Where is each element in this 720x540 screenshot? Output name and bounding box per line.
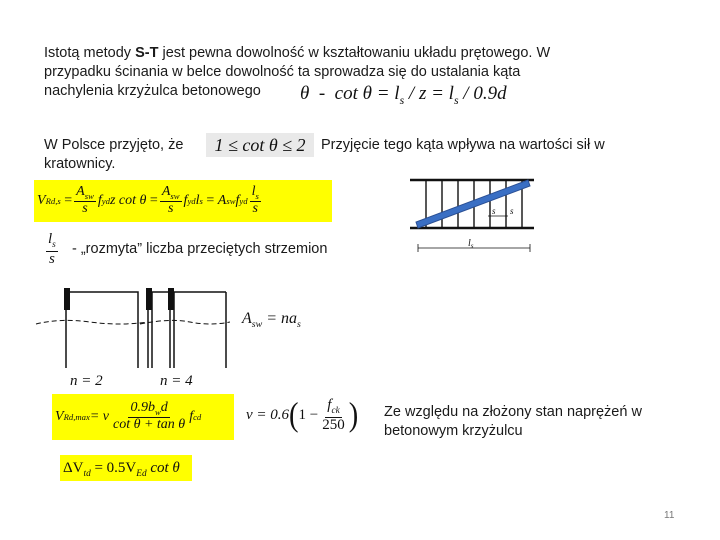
- vrdmax-formula: V Rd,max = ν $\frac{0.9b_wd}{\text{cot θ + tan θ}}$ f cd: [52, 394, 234, 440]
- vrds-formula: V Rd,s = $\frac{A_{sw}}{s}$ f yd z cot θ = $\frac{A_{sw}}{s}$ f yd l s = A sw f yd $\frac{l_s}{s}$: [34, 180, 332, 222]
- spacing-label-1: s: [492, 206, 496, 216]
- intro-line-2: przypadku ścinania w belce dowolność ta sprowadza się do ustalania kąta: [44, 64, 521, 80]
- poland-lead: W Polsce przyjęto, że: [44, 137, 184, 153]
- delta-v-formula: $\Delta V_{td} = 0.5V_{Ed}$ cot θ: [60, 455, 192, 481]
- stirrup-sections: [30, 282, 230, 374]
- n2-label: n = 2: [70, 373, 103, 389]
- intro-line-1: Istotą metody S-T jest pewna dowolność w kształtowaniu układu prętowego. W: [44, 45, 551, 61]
- asw-formula: $A_{sw} = na_s$: [242, 310, 301, 331]
- cot-range-formula: 1 ≤ cot θ ≤ 2: [206, 133, 314, 157]
- stress-note: Ze względu na złożony stan naprężeń w betonowym krzyżulcu: [384, 404, 642, 439]
- poland-follow: Przyjęcie tego kąta wpływa na wartości sił w: [321, 137, 605, 153]
- method-name: S-T: [135, 45, 159, 61]
- page-number: 11: [664, 510, 675, 521]
- stirrup-n4: [140, 288, 230, 368]
- stirrup-n2: [36, 288, 148, 368]
- intro-line-3: nachylenia krzyżulca betonowego: [44, 83, 261, 99]
- ls-label: $l_s$: [468, 238, 474, 250]
- truss-diagram: [400, 170, 540, 260]
- ls-over-s: $\frac{l_s}{s}$: [48, 231, 56, 267]
- poland-line-2: kratownicy.: [44, 156, 116, 172]
- n4-label: n = 4: [160, 373, 193, 389]
- ls-over-s-description: - „rozmyta” liczba przeciętych strzemion: [72, 241, 328, 257]
- nu-formula: ν = 0.6 ( 1 − $\frac{f_{ck}}{250}$ ): [246, 396, 359, 434]
- spacing-label-2: s: [510, 206, 514, 216]
- cot-theta-formula: $\theta - \cot \theta = l_s / z = l_s / 0.9d$: [300, 83, 507, 107]
